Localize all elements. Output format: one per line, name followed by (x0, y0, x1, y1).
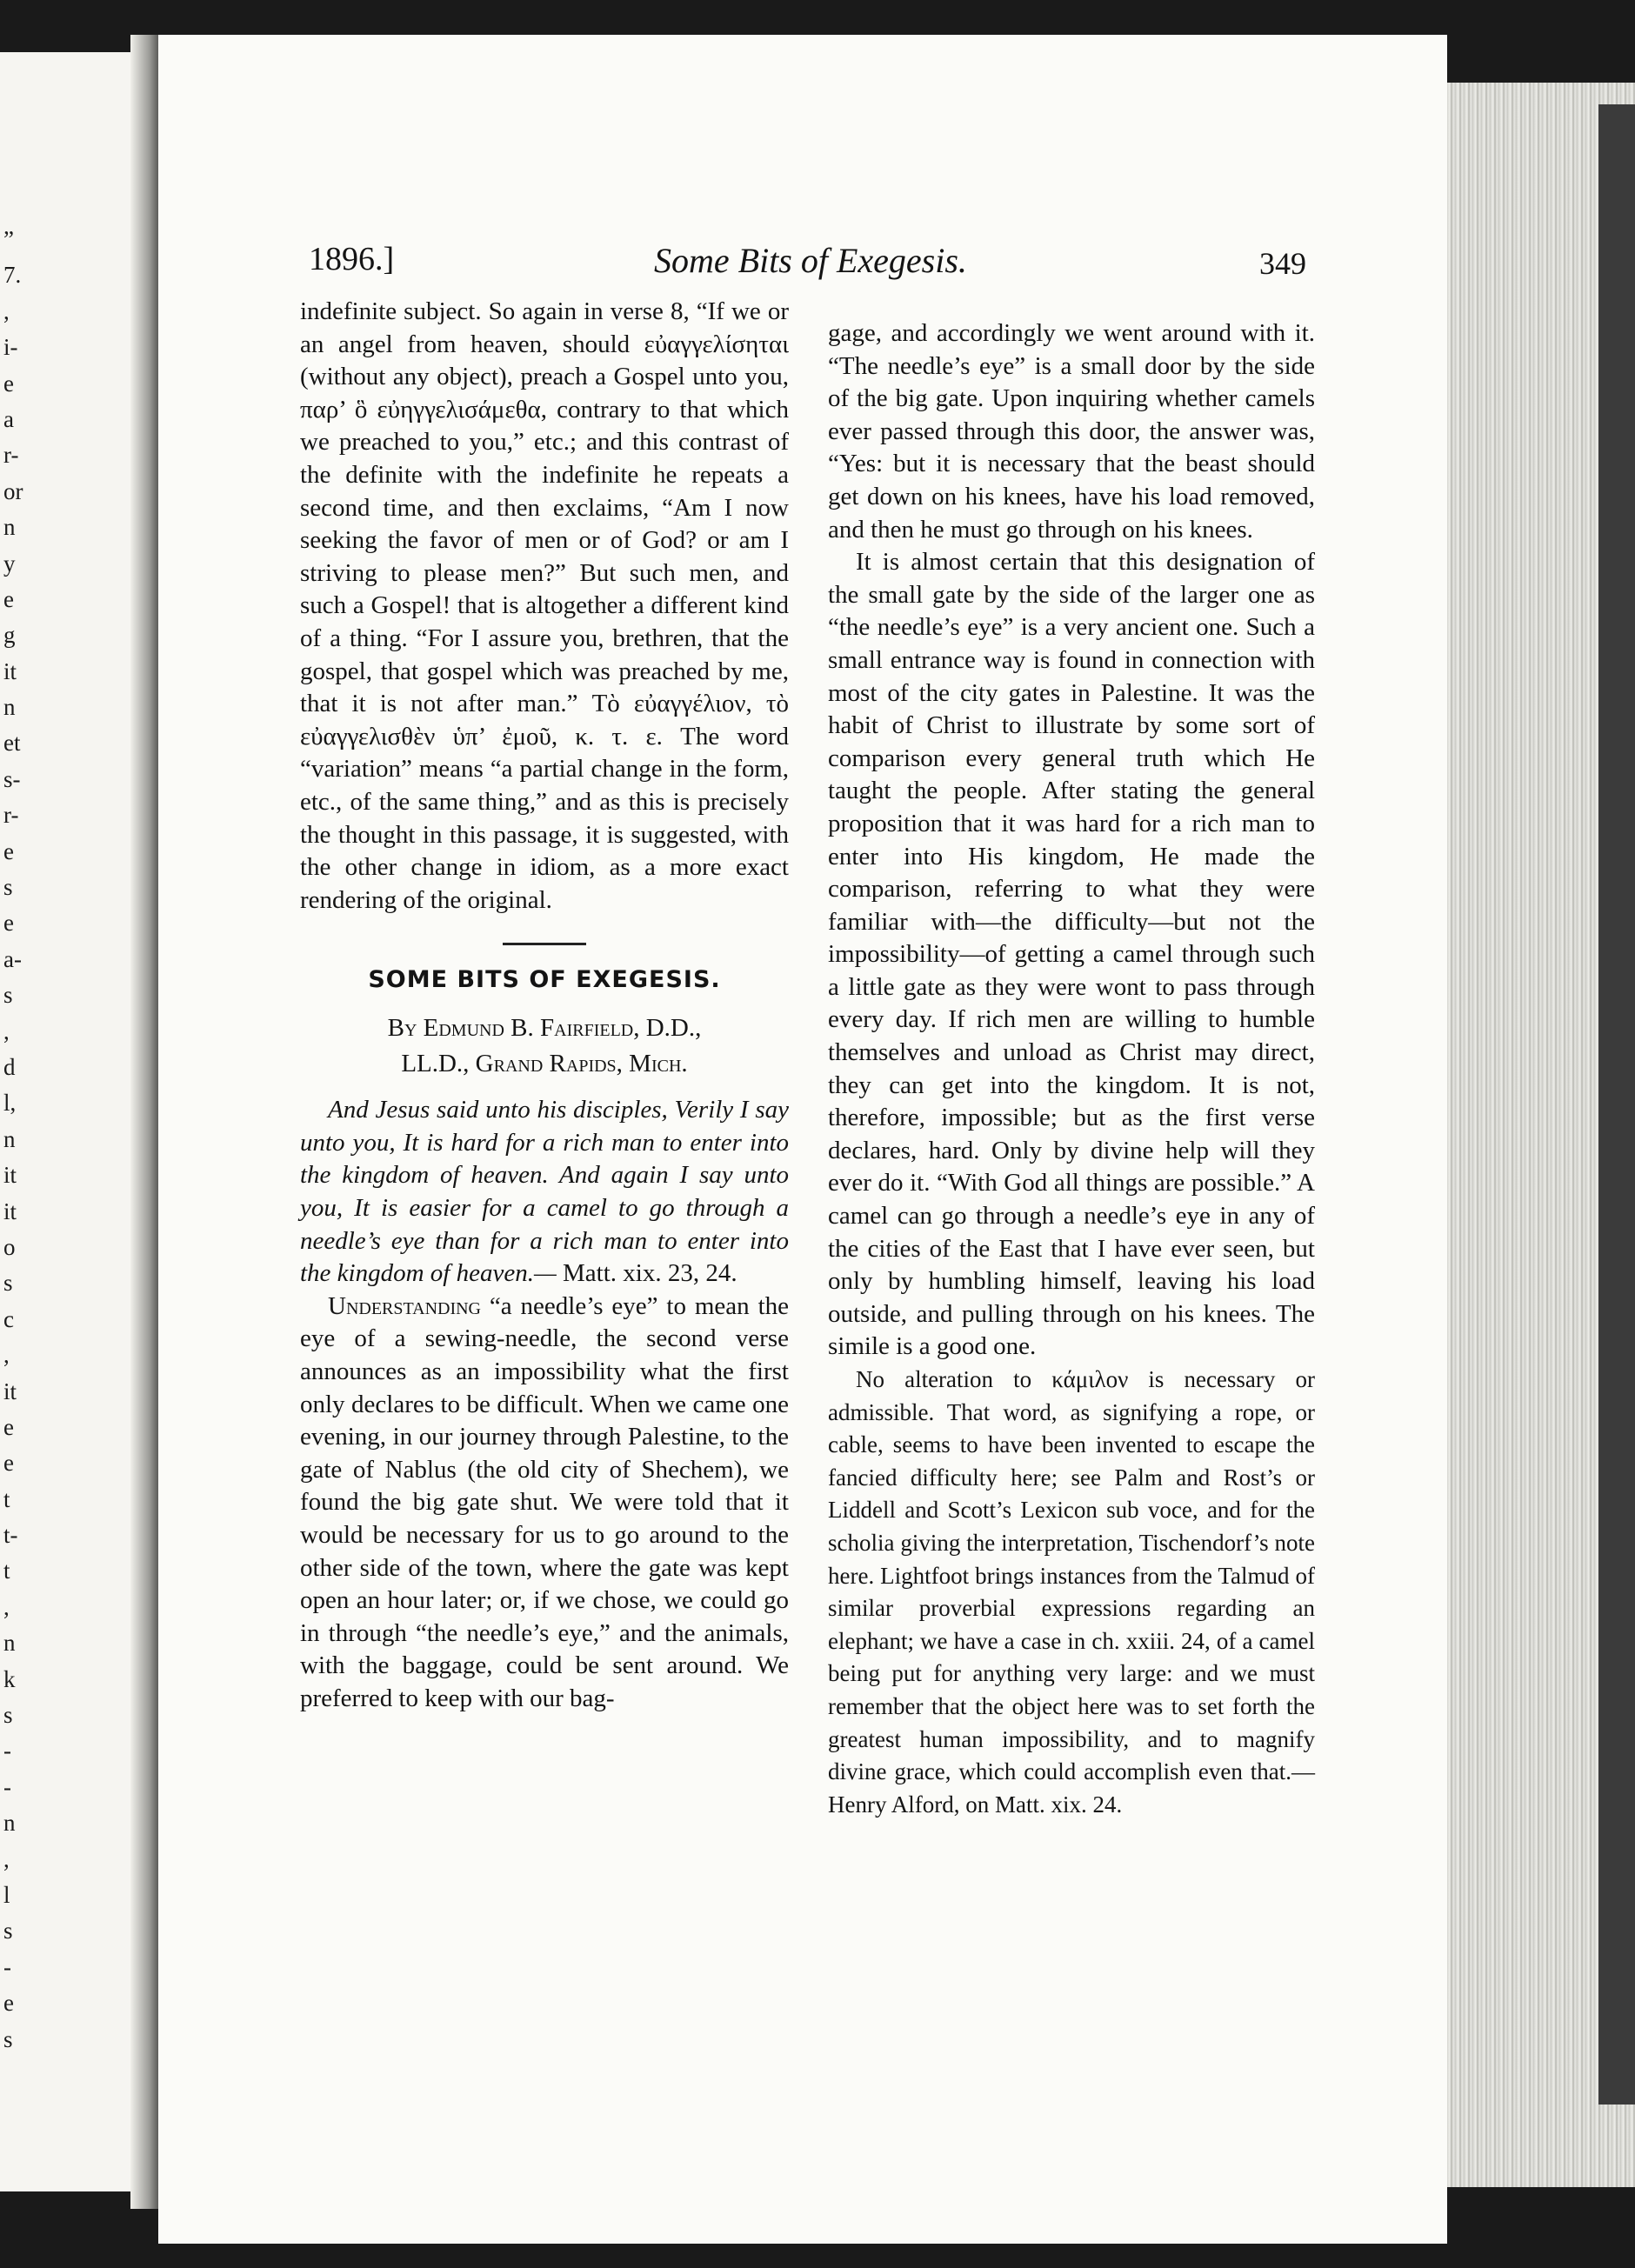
previous-page-fragment: n (3, 514, 16, 541)
previous-page-text-fragments (3, 222, 30, 2058)
previous-page-fragment: r- (3, 802, 19, 829)
previous-page-fragment: s (3, 982, 13, 1009)
byline-line-1: By Edmund B. Fairfield, D.D., (387, 1014, 702, 1043)
previous-page-fragment: g (3, 622, 16, 649)
previous-page-fragment: n (3, 1125, 16, 1152)
previous-page-fragment: r- (3, 442, 19, 469)
second-paragraph: It is almost certain that this designation of the small gate by the side of the larger one as “the needle’s eye” is a very ancient one. Such a small entrance way is found in connection with most of the city gates in Palestine. It was the habit of Christ to illustrate by some sort of comparison every general truth which He taught the people. After stating the general proposition that it was hard for a rich man to enter into His kingdom, He made the comparison, referring to what they were familiar with—the difficulty—but not the impossibility—of getting a camel through such a little gate as they were wont to pass through every day. If rich men are willing to humble themselves and unload as Christ may direct, they can get into the kingdom. It is not, therefore, impossible; but as the first verse declares, hard. Only by divine help will they ever do it. “With God all things are possible.” A camel can go through a needle’s eye in any of the cities of the East that I have ever seen, but only by humbling himself, leaving his load outside, and pulling through on his knees. The simile is a good one. (828, 548, 1315, 1361)
epigraph-text: And Jesus said unto his disciples, Verily I say unto you, It is hard for a rich man to enter into the kingdom of heaven. And again I say unto you, It is easier for a camel to go through a needle’s eye than for a rich man to enter into the kingdom of heaven.— (300, 1096, 789, 1288)
previous-page-fragment: c (3, 1305, 14, 1332)
previous-page-fragment: l (3, 1881, 10, 1908)
previous-page-fragment: ” (3, 226, 14, 252)
header-year: 1896.] (309, 241, 395, 277)
previous-page-fragment: e (3, 1413, 14, 1440)
previous-page-fragment: or (3, 477, 23, 504)
body-paragraph (300, 1291, 789, 1716)
previous-page-fragment: e (3, 585, 14, 612)
previous-page-fragment: s- (3, 765, 21, 792)
previous-page-fragment: e (3, 370, 14, 397)
page-number: 349 (1259, 246, 1306, 281)
right-column (828, 317, 1315, 1821)
previous-page-fragment: k (3, 1665, 16, 1692)
previous-page-fragment: - (3, 1738, 11, 1764)
previous-page-fragment: s (3, 1918, 13, 1944)
opening-paragraph: indefinite subject. So again in verse 8, “If we or an angel from heaven, should εὐαγγελίσηται (without any object), preach a Gospel unto you, παρ’ ὃ εὐηγγελισάμεθα, contrary to that which we preached to you,” etc.; and this contrast of the definite with the indefinite he repeats a second time, and then exclaims, “Am I now seeking the favor of men or of God? or am I striving to please men?” But such men, and such a Gospel! that is altogether a different kind of a thing. “For I assure you, brethren, that the gospel, that gospel which was preached by me, that it is not after man.” Τὸ εὐαγγέλιον, τὸ εὐαγγελισθὲν ὑπ’ ἐμοῦ, κ. τ. ε. The word “variation” means “a partial change in the form, etc., of the same thing,” and as this is precisely the thought in this passage, it is suggested, with the other change in idiom, as a more exact rendering of the original. (300, 297, 789, 914)
previous-page-fragment: , (3, 1017, 10, 1044)
continued-paragraph: gage, and accordingly we went around with it. “The needle’s eye” is a small door by the side of the big gate. Upon inquiring whether camels ever passed through this door, the answer was, “Yes: but it is necessary that the beast should get down on his knees, have his load removed, and then he must go through on his knees. (828, 319, 1315, 544)
body-paragraph-text: “a needle’s eye” to mean the eye of a sewing-needle, the second verse announces as an impossibility what the first only declares to be difficult. When we came one evening, in our journey through Palestine, to the gate of Nablus (the old city of Shechem), we found the big gate shut. We were told that it would be necessary for us to go around to the other side of the town, where the gate was kept open an hour later; or, if we chose, we could go in through “the needle’s eye,” and the animals, with the baggage, could be sent around. We preferred to keep with our bag- (300, 1291, 789, 1712)
author-byline (300, 1011, 789, 1082)
previous-page-fragment: n (3, 1810, 16, 1837)
footnote: No alteration to κάμιλον is necessary or admissible. That word, as signifying a rope, or cable, seems to have been invented to escape the fancied difficulty here; see Palm and Rost’s or Liddell and Scott’s Lexicon sub voce, and for the scholia giving the interpretation, Tischendorf’s note here. Lightfoot brings instances from the Talmud of similar proverbial expressions regarding an elephant; we have a case in ch. xxiii. 24, of a camel being put for anything very large: and we must remember that the object here was to set forth the greatest human impossibility, and to magnify divine grace, which could accomplish even that.—Henry Alford, on Matt. xix. 24. (828, 1366, 1315, 1818)
byline-line-2: LL.D., Grand Rapids, Mich. (401, 1050, 688, 1078)
previous-page-fragment: - (3, 1773, 11, 1800)
previous-page-fragment: et (3, 730, 21, 757)
previous-page-fragment: it (3, 1197, 17, 1224)
previous-page-fragment: , (3, 1845, 10, 1872)
previous-page-fragment: , (3, 1593, 10, 1620)
previous-page-fragment: n (3, 694, 16, 721)
previous-page-fragment: e (3, 910, 14, 937)
previous-page-fragment: d (3, 1053, 16, 1080)
previous-page-fragment: l, (3, 1090, 17, 1117)
epigraph-reference: Matt. xix. 23, 24. (563, 1259, 737, 1288)
previous-page-fragment: a (3, 405, 14, 432)
previous-page-fragment: n (3, 1630, 16, 1657)
running-title: Some Bits of Exegesis. (654, 241, 967, 280)
previous-page-fragment: e (3, 1450, 14, 1477)
previous-page-fragment: s (3, 874, 13, 901)
book-cover-edge (1598, 104, 1635, 2105)
body-lead-word: Understanding (328, 1291, 482, 1320)
previous-page-fragment: it (3, 1162, 17, 1189)
previous-page-fragment: s (3, 1702, 13, 1729)
previous-page-fragment: - (3, 1953, 11, 1980)
previous-page-fragment: t (3, 1558, 10, 1584)
previous-page-fragment: e (3, 1990, 14, 2017)
section-divider (503, 943, 586, 945)
previous-page-fragment: it (3, 1377, 17, 1404)
previous-page-fragment: o (3, 1233, 16, 1260)
article-title: SOME BITS OF EXEGESIS. (368, 966, 721, 994)
previous-page-fragment: t- (3, 1522, 18, 1549)
previous-page-fragment: t (3, 1485, 10, 1512)
previous-page-fragment: , (3, 297, 10, 324)
previous-page-fragment: i- (3, 334, 18, 361)
previous-page-fragment: it (3, 657, 17, 684)
previous-page-fragment: e (3, 837, 14, 864)
previous-page-fragment: s (3, 2025, 13, 2052)
epigraph (300, 1094, 789, 1291)
previous-page-fragment: , (3, 1342, 10, 1369)
left-column (300, 296, 789, 1716)
previous-page-fragment: s (3, 1270, 13, 1297)
previous-page-fragment: y (3, 550, 16, 577)
previous-page-fragment: 7. (3, 262, 22, 289)
previous-page-fragment: a- (3, 945, 22, 972)
